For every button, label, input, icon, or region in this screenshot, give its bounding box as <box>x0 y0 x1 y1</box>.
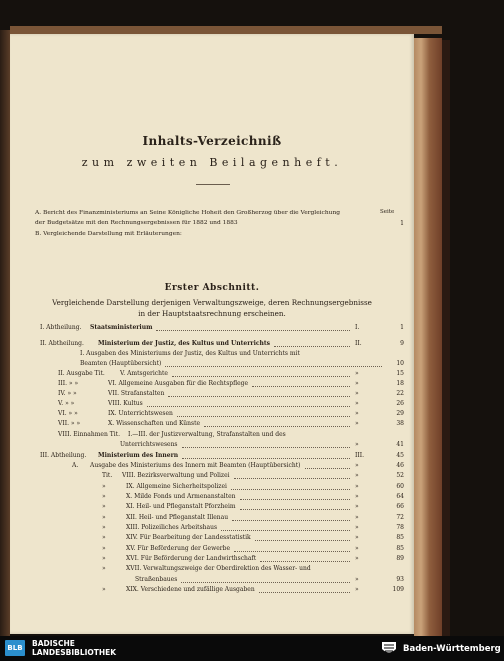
toc-label: XII. Heil- und Pfleganstalt Illenau <box>126 514 229 521</box>
library-name-line1: BADISCHE <box>32 639 75 648</box>
toc-reference: » <box>355 586 359 593</box>
leader-dots <box>260 560 350 562</box>
toc-label: Ministerium des Innern <box>98 452 179 459</box>
page-number: 52 <box>396 472 404 479</box>
toc-label: VIII. Bezirksverwaltung und Polizei <box>122 472 230 479</box>
toc-prefix: II. Abtheilung. <box>40 340 84 347</box>
toc-prefix: » <box>102 483 106 490</box>
toc-reference: » <box>355 503 359 510</box>
intro-text: der Budgetsätze mit den Rechnungsergebnissen für 1882 und 1883 <box>35 220 238 226</box>
toc-row <box>10 493 414 501</box>
leader-dots <box>240 498 350 500</box>
toc-label: I. Ausgaben des Ministeriums der Justiz, des Kultus und Unterrichts mit <box>80 350 300 357</box>
toc-row <box>10 586 414 594</box>
toc-row <box>10 555 414 563</box>
toc-row <box>10 462 414 470</box>
leader-dots <box>305 467 350 469</box>
toc-reference: » <box>355 514 359 521</box>
toc-label: XI. Heil- und Pfleganstalt Pforzheim <box>126 503 236 510</box>
leader-dots <box>259 591 350 593</box>
toc-reference: » <box>355 370 359 377</box>
state-coat-of-arms-icon <box>380 640 398 656</box>
toc-row <box>10 514 414 522</box>
toc-reference: » <box>355 462 359 469</box>
intro-text: B. Vergleichende Darstellung mit Erläuterungen: <box>35 231 182 237</box>
toc-prefix: » <box>102 586 106 593</box>
toc-row <box>10 483 414 491</box>
leader-dots <box>147 405 350 407</box>
toc-reference: II. <box>355 340 362 347</box>
toc-reference: » <box>355 545 359 552</box>
toc-reference: » <box>355 441 359 448</box>
toc-prefix: » <box>102 534 106 541</box>
toc-reference: » <box>355 390 359 397</box>
leader-dots <box>156 329 350 331</box>
toc-prefix: III. » » <box>58 380 79 387</box>
state-name: Baden-Württemberg <box>403 644 501 654</box>
leader-dots <box>172 375 350 377</box>
toc-row <box>10 360 414 368</box>
page-number: 45 <box>396 452 404 459</box>
leader-dots <box>177 415 350 417</box>
toc-label: XV. Für Beförderung der Gewerbe <box>126 545 231 552</box>
page-number: 85 <box>396 545 404 552</box>
toc-prefix: II. Ausgabe Tit. <box>58 370 105 377</box>
toc-prefix: V. » » <box>58 400 75 407</box>
toc-label: XIX. Verschiedene und zufällige Ausgaben <box>126 586 255 593</box>
toc-row <box>10 565 414 573</box>
leader-dots <box>165 365 382 367</box>
toc-reference: » <box>355 555 359 562</box>
intro-row <box>10 220 414 228</box>
page-title: Inhalts-Verzeichniß <box>142 134 282 148</box>
toc-label: XIII. Polizeiliches Arbeitshaus <box>126 524 218 531</box>
toc-label: Staatsministerium <box>90 324 153 331</box>
toc-prefix: » <box>102 493 106 500</box>
toc-reference: III. <box>355 452 365 459</box>
page-number: 89 <box>396 555 404 562</box>
toc-prefix: VII. » » <box>58 420 81 427</box>
toc-row <box>10 472 414 480</box>
leader-dots <box>168 395 350 397</box>
page-number: 9 <box>400 340 404 347</box>
document-page <box>10 34 414 634</box>
page-number: 64 <box>396 493 404 500</box>
toc-prefix: » <box>102 503 106 510</box>
toc-reference: I. <box>355 324 360 331</box>
toc-label: V. Amtsgerichte <box>120 370 168 377</box>
page-number: 29 <box>396 410 404 417</box>
toc-row <box>10 431 414 439</box>
toc-row <box>10 452 414 460</box>
leader-dots <box>274 345 350 347</box>
toc-label: Unterrichtswesens <box>120 441 178 448</box>
toc-reference: » <box>355 400 359 407</box>
toc-prefix: » <box>102 514 106 521</box>
toc-label: X. Milde Fonds und Armenanstalten <box>126 493 236 500</box>
toc-row <box>10 400 414 408</box>
toc-prefix: » <box>102 545 106 552</box>
toc-row <box>10 524 414 532</box>
page-number: 109 <box>392 586 404 593</box>
toc-label: XVII. Verwaltungszweige der Oberdirektion des Wasser- und <box>126 565 311 572</box>
book-spine <box>0 30 10 636</box>
toc-label: X. Wissenschaften und Künste <box>108 420 201 427</box>
page-number: 46 <box>396 462 404 469</box>
leader-dots <box>231 488 350 490</box>
toc-row <box>10 545 414 553</box>
toc-label: Beamten (Hauptübersicht) <box>80 360 162 367</box>
book-cover-shadow <box>442 40 450 636</box>
toc-reference: » <box>355 524 359 531</box>
toc-prefix: A. <box>72 462 79 469</box>
toc-row <box>10 370 414 378</box>
page-number: 38 <box>396 420 404 427</box>
toc-prefix: » <box>102 524 106 531</box>
page-number: 26 <box>396 400 404 407</box>
toc-prefix: Tit. <box>102 472 113 479</box>
intro-text: A. Bericht des Finanzministeriums an Seine Königliche Hoheit den Großherzog über die Vergleichung <box>35 210 341 216</box>
toc-row <box>10 534 414 542</box>
toc-prefix: I. Abtheilung. <box>40 324 82 331</box>
toc-reference: » <box>355 380 359 387</box>
page-number: 60 <box>396 483 404 490</box>
blb-logo: BLB <box>5 640 25 656</box>
toc-label: Straßenbaues <box>135 576 178 583</box>
page-number: 41 <box>396 441 404 448</box>
toc-label: XIV. Für Bearbeitung der Landesstatistik <box>126 534 251 541</box>
intro-row <box>10 231 414 239</box>
leader-dots <box>181 581 350 583</box>
toc-row <box>10 324 414 332</box>
leader-dots <box>255 539 350 541</box>
toc-label: I.—III. der Justizverwaltung, Strafanstalten und des <box>128 431 286 438</box>
toc-label: XVI. Für Beförderung der Landwirthschaft <box>126 555 257 562</box>
page-number: 72 <box>396 514 404 521</box>
page-column-header: Seite <box>380 209 395 215</box>
toc-label: Ministerium der Justiz, des Kultus und Unterrichts <box>98 340 271 347</box>
leader-dots <box>221 529 350 531</box>
library-name-line2: LANDESBIBLIOTHEK <box>32 648 117 657</box>
section-subtitle-1: Vergleichende Darstellung derjenigen Verwaltungszweige, deren Rechnungsergebnisse <box>52 298 372 307</box>
toc-label: Ausgabe des Ministeriums des Innern mit Beamten (Hauptübersicht) <box>90 462 301 469</box>
toc-reference: » <box>355 420 359 427</box>
section-subtitle-2: in der Hauptstaatsrechnung erscheinen. <box>138 309 286 318</box>
toc-row <box>10 340 414 348</box>
page-number: 18 <box>396 380 404 387</box>
toc-label: VI. Allgemeine Ausgaben für die Rechtspflege <box>108 380 249 387</box>
leader-dots <box>182 457 350 459</box>
page-number: 22 <box>396 390 404 397</box>
toc-reference: » <box>355 493 359 500</box>
toc-reference: » <box>355 410 359 417</box>
page-number: 1 <box>400 324 404 331</box>
page-number: 66 <box>396 503 404 510</box>
toc-label: IX. Unterrichtswesen <box>108 410 173 417</box>
leader-dots <box>204 425 350 427</box>
leader-dots <box>234 550 350 552</box>
intro-row <box>10 210 414 218</box>
toc-row <box>10 576 414 584</box>
toc-row <box>10 420 414 428</box>
toc-row <box>10 410 414 418</box>
toc-prefix: VI. » » <box>58 410 78 417</box>
toc-label: VII. Strafanstalten <box>108 390 165 397</box>
book-top-edge <box>10 26 442 34</box>
leader-dots <box>234 477 350 479</box>
page-number: 15 <box>396 370 404 377</box>
toc-label: IX. Allgemeine Sicherheitspolizei <box>126 483 227 490</box>
toc-label: VIII. Kultus <box>108 400 143 407</box>
page-number: 10 <box>396 360 404 367</box>
book-cover-edge <box>414 38 442 636</box>
leader-dots <box>232 519 350 521</box>
toc-prefix: III. Abtheilung. <box>40 452 87 459</box>
toc-prefix: » <box>102 565 106 572</box>
leader-dots <box>240 508 350 510</box>
title-divider <box>196 184 230 185</box>
toc-prefix: VIII. Einnahmen Tit. <box>58 431 120 438</box>
page-number: 85 <box>396 534 404 541</box>
toc-row <box>10 350 414 358</box>
leader-dots <box>182 446 350 448</box>
toc-row <box>10 503 414 511</box>
page-number: 1 <box>400 220 404 227</box>
toc-reference: » <box>355 472 359 479</box>
toc-prefix: » <box>102 555 106 562</box>
toc-prefix: IV. » » <box>58 390 77 397</box>
page-number: 78 <box>396 524 404 531</box>
toc-row <box>10 441 414 449</box>
toc-row <box>10 390 414 398</box>
library-name <box>32 639 116 657</box>
toc-reference: » <box>355 534 359 541</box>
page-subtitle: zum zweiten Beilagenheft. <box>81 156 343 169</box>
toc-row <box>10 380 414 388</box>
page-number: 93 <box>396 576 404 583</box>
leader-dots <box>252 385 350 387</box>
section-title: Erster Abschnitt. <box>164 283 260 293</box>
toc-reference: » <box>355 576 359 583</box>
toc-reference: » <box>355 483 359 490</box>
